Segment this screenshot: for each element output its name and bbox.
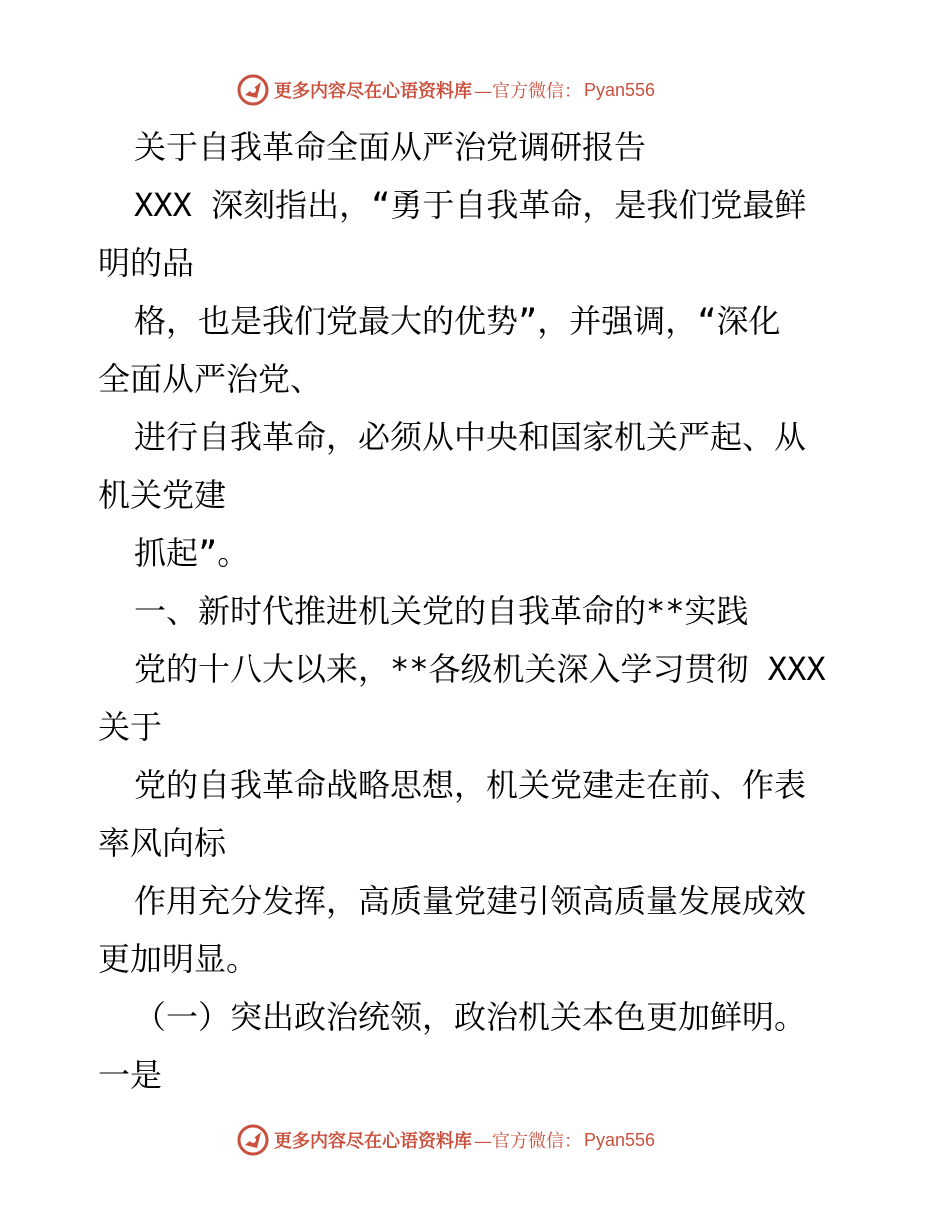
section-heading: 一、新时代推进机关党的自我革命的**实践 (134, 592, 749, 630)
watermark-main-text: 更多内容尽在心语资料库 (274, 81, 472, 102)
paragraph-line: 抓起”。 (134, 534, 250, 572)
watermark-wechat-id: Pyan556 (584, 79, 656, 100)
logo-icon (236, 73, 270, 107)
paragraph-line: 党的自我革命战略思想，机关党建走在前、作表 (134, 766, 807, 804)
watermark-main-text: 更多内容尽在心语资料库 (274, 1131, 472, 1152)
paragraph-line: 进行自我革命，必须从中央和国家机关严起、从 (134, 418, 807, 456)
paragraph-line: 党的十八大以来，**各级机关深入学习贯彻 XXX (134, 650, 826, 688)
subsection-heading: （一）突出政治统领，政治机关本色更加鲜明。 (134, 998, 807, 1036)
logo-icon (236, 1123, 270, 1157)
paragraph-line: 格，也是我们党最大的优势”，并强调，“深化 (134, 302, 781, 340)
watermark-header (236, 72, 655, 108)
watermark-footer (236, 1122, 655, 1158)
paragraph-line: 更加明显。 (98, 940, 259, 978)
watermark-wechat-id: Pyan556 (584, 1129, 656, 1150)
paragraph-line: XXX 深刻指出，“勇于自我革命，是我们党最鲜 (134, 186, 807, 224)
paragraph-line: 作用充分发挥，高质量党建引领高质量发展成效 (134, 882, 807, 920)
paragraph-line: 率风向标 (98, 824, 227, 862)
doc-title: 关于自我革命全面从严治党调研报告 (134, 128, 647, 166)
paragraph-line: 一是 (98, 1056, 163, 1094)
paragraph-line: 关于 (98, 708, 163, 746)
paragraph-line: 全面从严治党、 (98, 360, 323, 398)
watermark-sub-text: —官方微信： (474, 81, 582, 102)
paragraph-line: 机关党建 (98, 476, 227, 514)
watermark-sub-text: —官方微信： (474, 1131, 582, 1152)
paragraph-line: 明的品 (98, 244, 195, 282)
